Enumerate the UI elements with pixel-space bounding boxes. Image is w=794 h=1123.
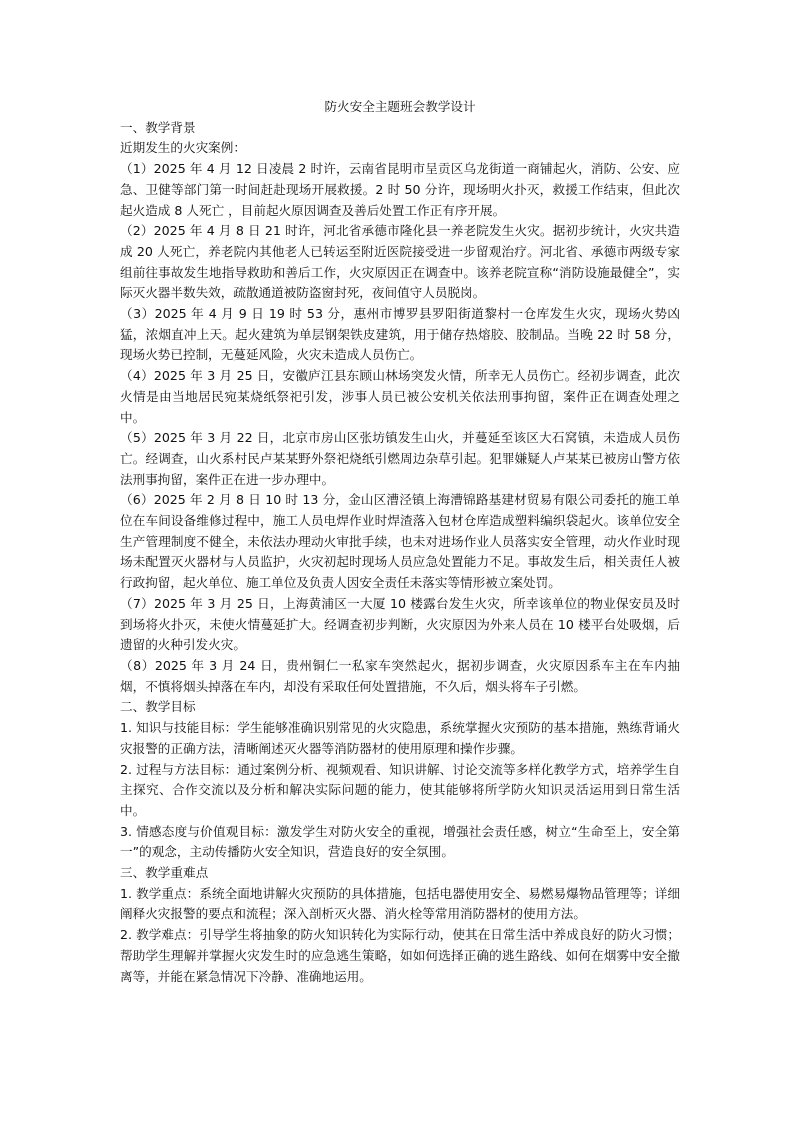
section-heading-key-points: 三、教学重难点: [120, 865, 209, 881]
paragraph-case-4: （4）2025 年 3 月 25 日，安徽庐江县东顾山林场突发火情，所幸无人员伤亡。经初步调查，此次火情是由当地居民宛某烧纸祭祀引发，涉事人员已被公安机关依法刑事拘留，案件正在调查处理之中。: [120, 368, 680, 425]
paragraph-case-7: （7）2025 年 3 月 25 日，上海黄浦区一大厦 10 楼露台发生火灾，所幸该单位的物业保安员及时到场将火扑灭，未使火情蔓延扩大。经调查初步判断，火灾原因为外来人员在 10 楼平台处吸烟，后遗留的火种引发火灾。: [120, 595, 680, 653]
paragraph-objective-knowledge: 1. 知识与技能目标：学生能够准确识别常见的火灾隐患，系统掌握火灾预防的基本措施，熟练背诵火灾报警的正确方法，清晰阐述灭火器等消防器材的使用原理和操作步骤。: [120, 720, 680, 756]
paragraph-key-point: 1. 教学重点：系统全面地讲解火灾预防的具体措施，包括电器使用安全、易燃易爆物品管理等；详细阐释火灾报警的要点和流程；深入剖析灭火器、消火栓等常用消防器材的使用方法。: [120, 885, 680, 922]
paragraph-case-1: （1）2025 年 4 月 12 日凌晨 2 时许，云南省昆明市呈贡区乌龙街道一商铺起火，消防、公安、应急、卫健等部门第一时间赶赴现场开展救援。2 时 50 分许，现场明火扑灭，救援工作结束，但此次起火造成 8 人死亡 ，目前起火原因调查及善后处置工作正有序开展。: [120, 161, 680, 218]
section-heading-background: 一、教学背景: [120, 119, 196, 135]
paragraph-objective-process: 2. 过程与方法目标：通过案例分析、视频观看、知识讲解、讨论交流等多样化教学方式，培养学生自主探究、合作交流以及分析和解决实际问题的能力，使其能够将所学防火知识灵活运用到日常生活中。: [120, 761, 680, 818]
paragraph-case-8: （8）2025 年 3 月 24 日，贵州铜仁一私家车突然起火，据初步调查，火灾原因系车主在车内抽烟，不慎将烟头掉落在车内，却没有采取任何处置措施，不久后，烟头将车子引燃。: [120, 657, 680, 694]
paragraph-difficult-point: 2. 教学难点：引导学生将抽象的防火知识转化为实际行动，使其在日常生活中养成良好的防火习惯；帮助学生理解并掌握火灾发生时的应急逃生策略，如如何选择正确的逃生路线、如何在烟雾中安全撤离等，并能在紧急情况下冷静、准确地运用。: [120, 927, 680, 984]
section-heading-objectives: 二、教学目标: [120, 699, 196, 715]
paragraph-case-6: （6）2025 年 2 月 8 日 10 时 13 分，金山区漕泾镇上海漕锦路基建材贸易有限公司委托的施工单位在车间设备维修过程中，施工人员电焊作业时焊渣落入包材仓库造成塑料编织袋起火。该单位安全生产管理制度不健全，未依法办理动火审批手续，也未对进场作业人员落实安全管理，动火作业时现场未配置灭火器材与人员监护，火灾初起时现场人员应急处置能力不足。事故发生后，相关责任人被行政拘留，起火单位、施工单位及负责人因安全责任未落实等情形被立案处罚。: [120, 492, 680, 591]
document-page: [120, 97, 680, 987]
paragraph-recent-cases-intro: 近期发生的火灾案例：: [120, 140, 246, 156]
paragraph-case-5: （5）2025 年 3 月 22 日，北京市房山区张坊镇发生山火，并蔓延至该区大石窝镇，未造成人员伤亡。经调查，山火系村民卢某某野外祭祀烧纸引燃周边杂草引起。犯罪嫌疑人卢某某已被房山警方依法刑事拘留，案件正在进一步办理中。: [120, 430, 680, 487]
paragraph-case-3: （3）2025 年 4 月 9 日 19 时 53 分，惠州市博罗县罗阳街道黎村一仓库发生火灾，现场火势凶猛，浓烟直冲上天。起火建筑为单层钢架铁皮建筑，用于储存热熔胶、胶制品。当晚 22 时 58 分，现场火势已控制，无蔓延风险，火灾未造成人员伤亡。: [120, 306, 680, 363]
paragraph-case-2: （2）2025 年 4 月 8 日 21 时许，河北省承德市隆化县一养老院发生火灾。据初步统计，火灾共造成 20 人死亡，养老院内其他老人已转运至附近医院接受进一步留观治疗。河北省、承德市两级专家组前往事故发生地指导救助和善后工作，火灾原因正在调查中。该养老院宣称“消防设施最健全”，实际灭火器半数失效，疏散通道被防盗窗封死，夜间值守人员脱岗。: [120, 223, 680, 301]
paragraph-objective-attitude: 3. 情感态度与价值观目标：激发学生对防火安全的重视，增强社会责任感，树立“生命至上，安全第一”的观念，主动传播防火安全知识，营造良好的安全氛围。: [120, 823, 680, 860]
document-title: 防火安全主题班会教学设计: [324, 99, 476, 114]
